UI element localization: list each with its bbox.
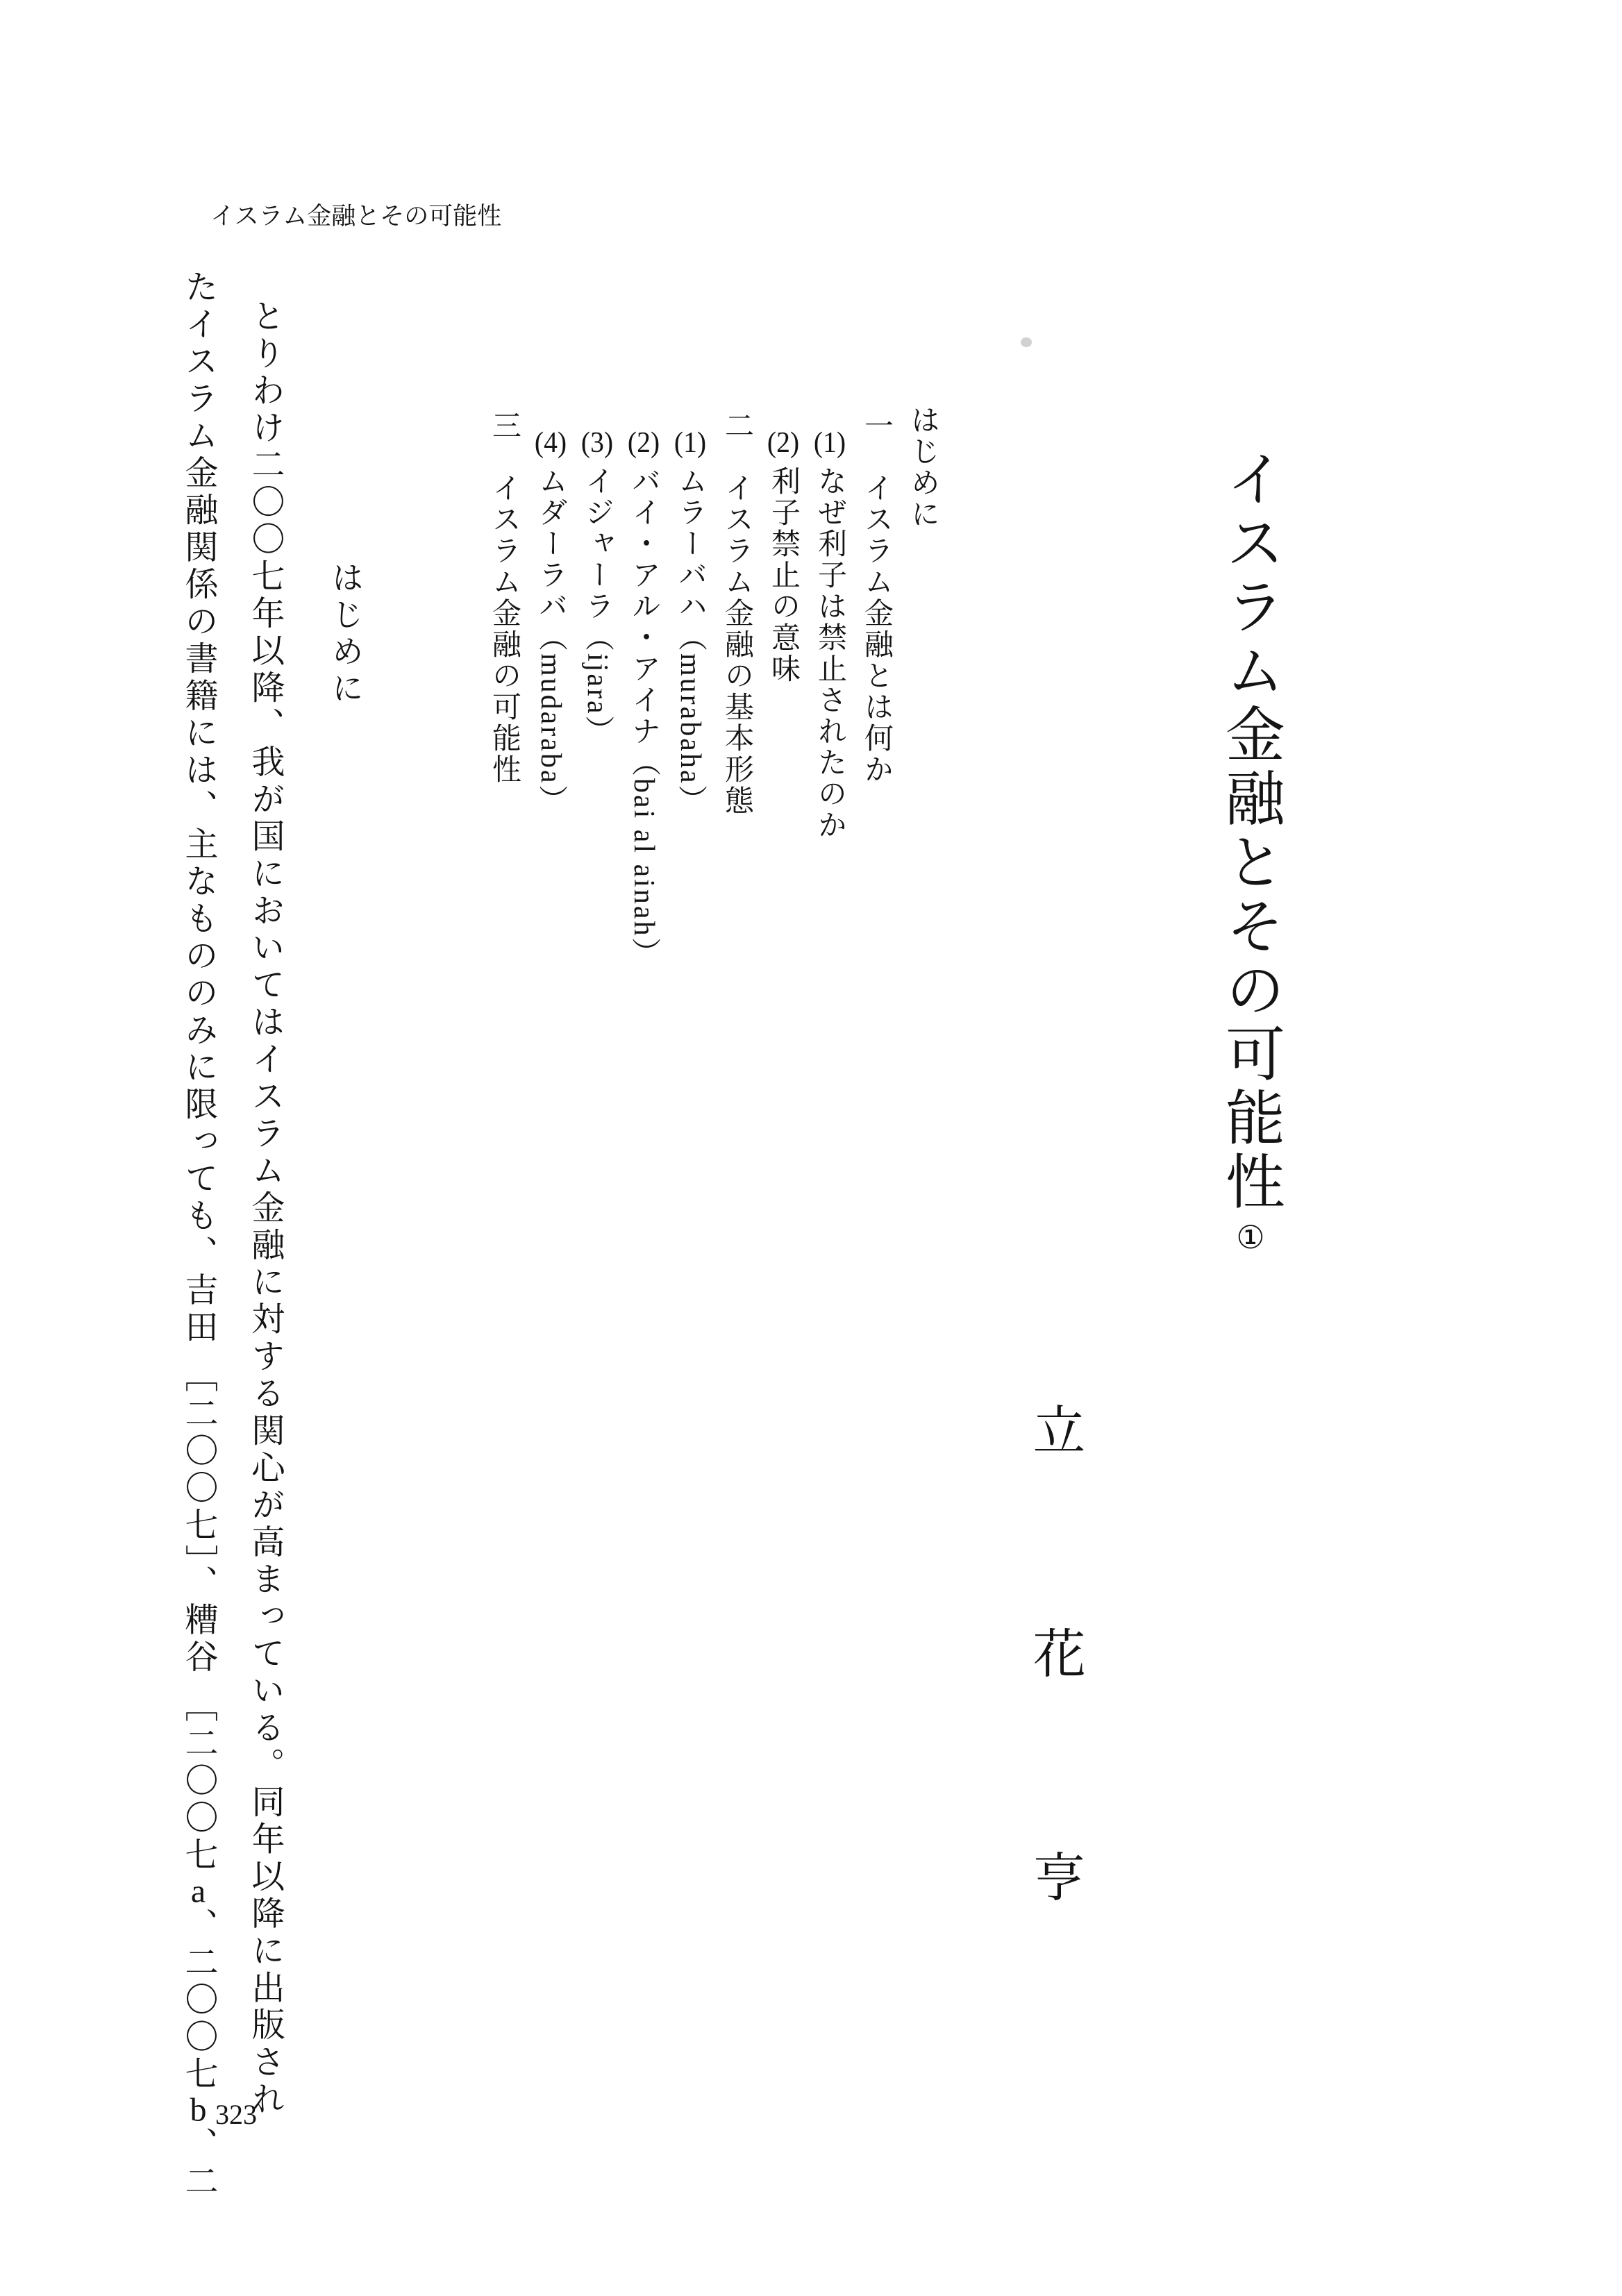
toc-item-2-4: (4)ムダーラバ（mudaraba）: [534, 428, 567, 816]
toc-item-number: (3): [580, 428, 614, 458]
upright-latin: a: [190, 1874, 206, 1908]
toc-item-section-1: 一 イスラム金融とは何か: [860, 410, 892, 785]
section-heading-hajimeni: はじめに: [328, 561, 363, 708]
toc-item-1-1: (1)なぜ利子は禁止されたのか: [813, 428, 846, 841]
author-char: 立: [1025, 1402, 1083, 1455]
toc-item-1-2: (2)利子禁止の意味: [767, 428, 800, 685]
body-line: とりわけ二〇〇七年以降、我が国においてはイスラム金融に対する関心が高まっている。同年以降に出版され: [246, 299, 283, 2119]
toc-item-2-3: (3)イジャーラ（ijara）: [580, 428, 614, 747]
toc-item-2-1: (1)ムラーバハ（murabaha）: [674, 428, 707, 816]
toc-item-hajimeni: はじめに: [907, 405, 939, 530]
article-title: [1216, 448, 1283, 1256]
table-of-contents: [479, 405, 946, 1460]
running-head: イスラム金融とその可能性: [210, 203, 502, 230]
toc-item-2-2: (2)バイ・アル・アイナ（bai al ainah）: [627, 428, 660, 969]
toc-item-number: (1): [813, 428, 846, 458]
page-number: 323: [215, 2099, 257, 2130]
author-name: [1024, 1402, 1084, 1902]
toc-item-number: (4): [534, 428, 567, 458]
toc-item-number: (2): [627, 428, 660, 458]
upright-latin: b: [190, 2093, 207, 2127]
toc-item-section-2: 二 イスラム金融の基本形態: [721, 410, 753, 816]
author-char: 花: [1025, 1626, 1083, 1679]
toc-item-number: (1): [674, 428, 707, 458]
body-line: たイスラム金融関係の書籍には、主なもののみに限っても、吉田 ［二〇〇七］、糟谷 ［二〇〇七a、二〇〇七b、二: [180, 269, 217, 2201]
toc-item-section-3: 三 イスラム金融の可能性: [488, 410, 520, 785]
title-note-mark: ①: [1232, 1218, 1268, 1256]
scan-speck: [1021, 337, 1032, 347]
article-title-text: イスラム金融とその可能性: [1216, 448, 1283, 1214]
author-char: 亨: [1025, 1850, 1083, 1902]
toc-item-number: (2): [767, 428, 800, 458]
